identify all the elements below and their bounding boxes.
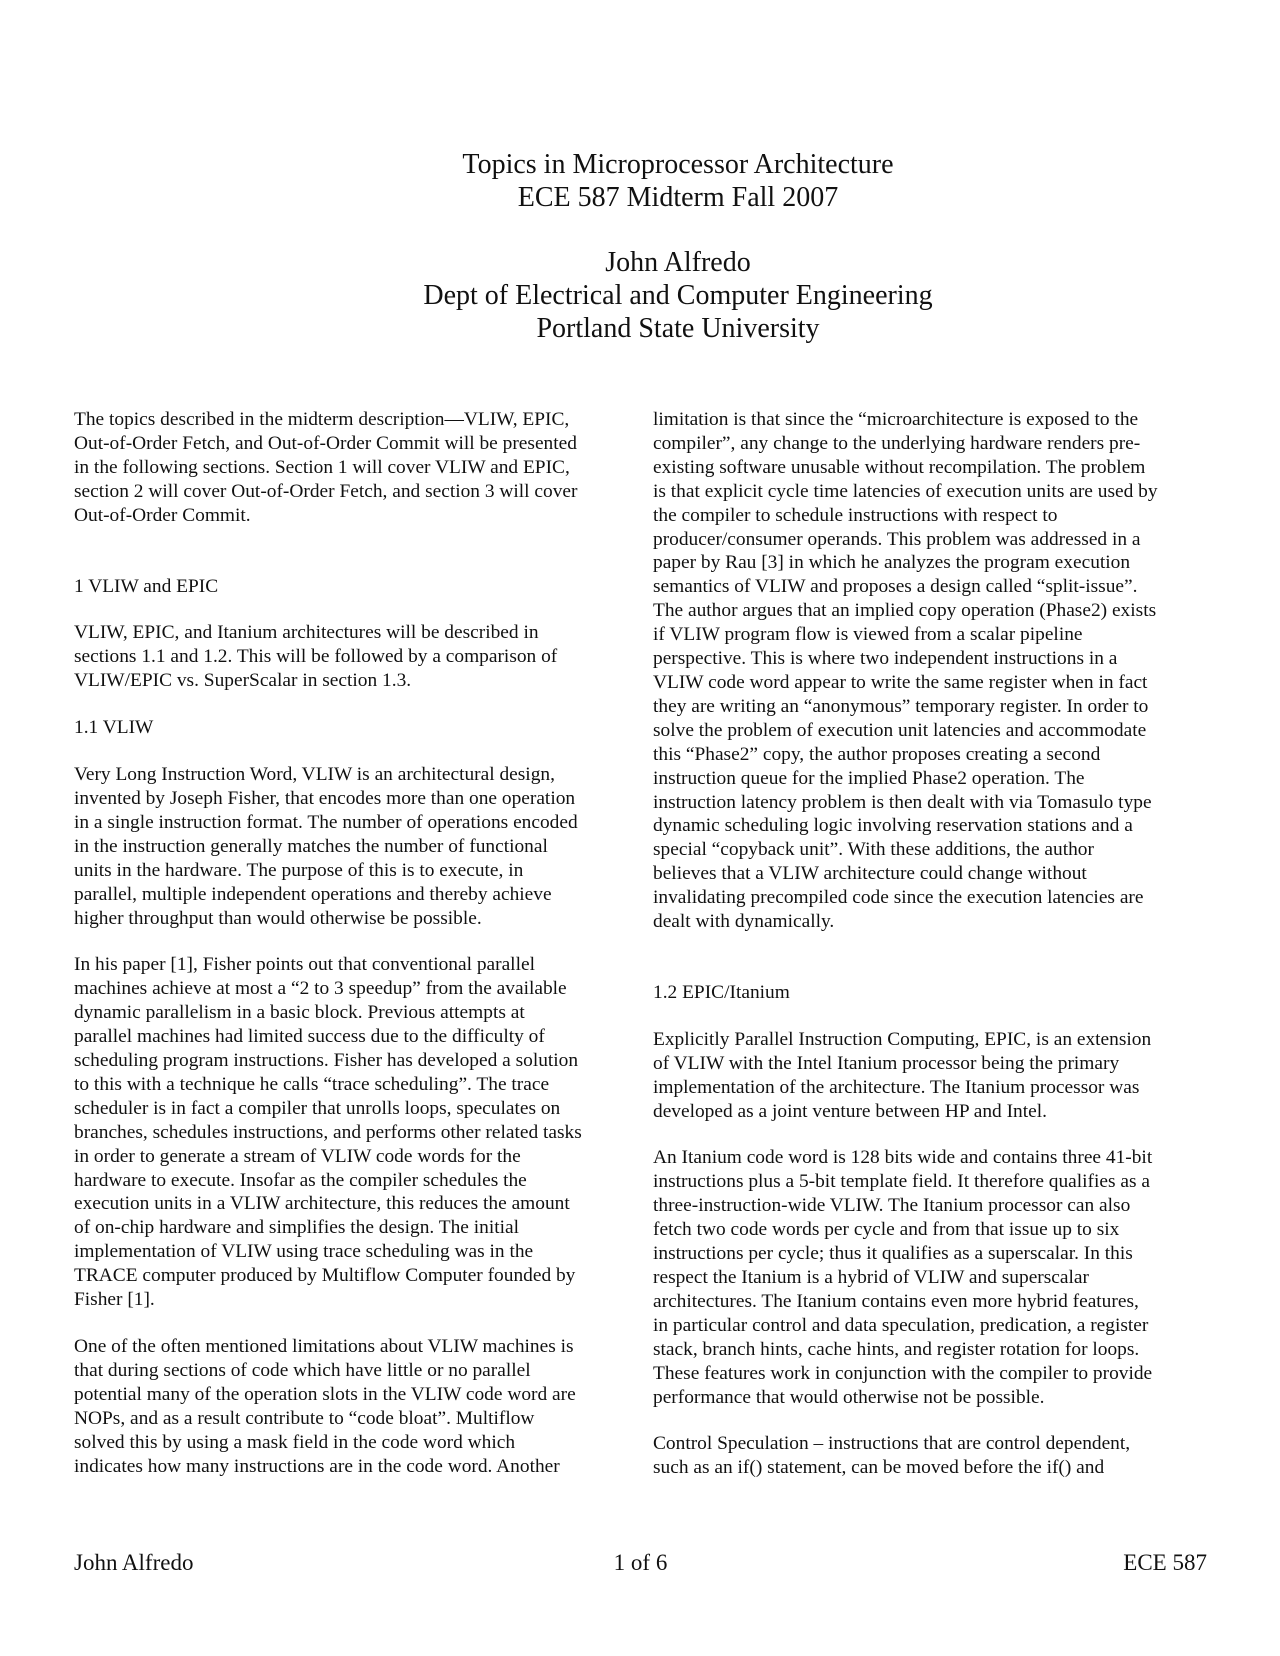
footer-page-number: 1 of 6 (613, 1550, 668, 1575)
vliw-paragraph-1: Very Long Instruction Word, VLIW is an architectural design, invented by Joseph Fisher, that encodes more than one operation in a single instruction format. The number of operations encoded in the instruction generally matches the number of functional units in the hardware. The purpose of this is to execute, in parallel, multiple independent operations and thereby achieve higher throughput than would otherwise be possible. (74, 764, 578, 929)
epic-paragraph-1: Explicitly Parallel Instruction Computing, EPIC, is an extension of VLIW with the Intel Itanium processor being the primary implementation of the architecture. The Itanium processor was developed as a joint venture between HP and Intel. (653, 1028, 1152, 1122)
section-1-paragraph: VLIW, EPIC, and Itanium architectures will be described in sections 1.1 and 1.2. This will be followed by a comparison of VLIW/EPIC vs. SuperScalar in section 1.3. (74, 622, 558, 692)
continued-paragraph: limitation is that since the “microarchitecture is exposed to the compiler”, any change to the underlying hardware renders pre- existing software unusable without recompilation. The problem is that explicit cycle time latencies of execution units are used by the compiler to schedule instructions with respect to producer/consumer operands. This problem was addressed in a paper by Rau [3] in which he analyzes the program execution semantics of VLIW and proposes a design called “split-issue”. The author argues that an implied copy operation (Phase2) exists if VLIW program flow is viewed from a scalar pipeline perspective. This is where two independent instructions in a VLIW code word appear to write the same register when in fact they are writing an “anonymous” temporary register. In order to solve the problem of execution unit latencies and accommodate this “Phase2” copy, the author proposes creating a second instruction queue for the implied Phase2 operation. The instruction latency problem is then dealt with via Tomasulo type dynamic scheduling logic involving reservation stations and a special “copyback unit”. With these additions, the author believes that a VLIW architecture could change without invalidating precompiled code since the execution latencies are dealt with dynamically. (653, 409, 1158, 933)
vliw-paragraph-3: One of the often mentioned limitations about VLIW machines is that during sections of code which have little or no parallel potential many of the operation slots in the VLIW code word are NOPs, and as a result contribute to “code bloat”. Multiflow solved this by using a mask field in the code word which indicates how many instructions are in the code word. Another (74, 1336, 576, 1477)
left-column (74, 408, 630, 1478)
intro-paragraph: The topics described in the midterm description—VLIW, EPIC, Out-of-Order Fetch, and Out-of-Order Commit will be presented in the following sections. Section 1 will cover VLIW and EPIC, section 2 will cover Out-of-Order Fetch, and section 3 will cover Out-of-Order Commit. (74, 409, 578, 526)
epic-paragraph-3: Control Speculation – instructions that are control dependent, such as an if() statement, can be moved before the if() and (653, 1433, 1131, 1479)
section-1-heading: 1 VLIW and EPIC (74, 575, 219, 597)
author-name: John Alfredo (605, 247, 751, 278)
document-subtitle: ECE 587 Midterm Fall 2007 (517, 182, 839, 213)
vliw-paragraph-2: In his paper [1], Fisher points out that conventional parallel machines achieve at most a “2 to 3 speedup” from the available dynamic parallelism in a basic block. Previous attempts at parallel machines had limited success due to the difficulty of scheduling program instructions. Fisher has developed a solution to this with a technique he calls “trace scheduling”. The trace scheduler is in fact a compiler that unrolls loops, speculates on branches, schedules instructions, and performs other related tasks in order to generate a stream of VLIW code words for the hardware to execute. Insofar as the compiler schedules the execution units in a VLIW architecture, this reduces the amount of on-chip hardware and simplifies the design. The initial implementation of VLIW using trace scheduling was in the TRACE computer produced by Multiflow Computer founded by Fisher [1]. (74, 954, 582, 1311)
author-department: Dept of Electrical and Computer Engineering (423, 280, 933, 311)
title-block (0, 148, 1280, 345)
epic-paragraph-2: An Itanium code word is 128 bits wide and contains three 41-bit instructions plus a 5-bit template field. It therefore qualifies as a three-instruction-wide VLIW. The Itanium processor can also fetch two code words per cycle and from that issue up to six instructions per cycle; thus it qualifies as a superscalar. In this respect the Itanium is a hybrid of VLIW and superscalar architectures. The Itanium contains even more hybrid features, in particular control and data speculation, predication, a register stack, branch hints, cache hints, and register rotation for loops. These features work in conjunction with the compiler to provide performance that would otherwise not be possible. (653, 1147, 1153, 1408)
footer-author: John Alfredo (74, 1550, 194, 1575)
section-1-1-heading: 1.1 VLIW (74, 717, 154, 739)
section-1-2-heading: 1.2 EPIC/Itanium (653, 981, 790, 1003)
footer-course: ECE 587 (1123, 1550, 1207, 1575)
author-university: Portland State University (536, 313, 820, 344)
document-title: Topics in Microprocessor Architecture (462, 149, 894, 180)
right-column (653, 408, 1209, 1480)
